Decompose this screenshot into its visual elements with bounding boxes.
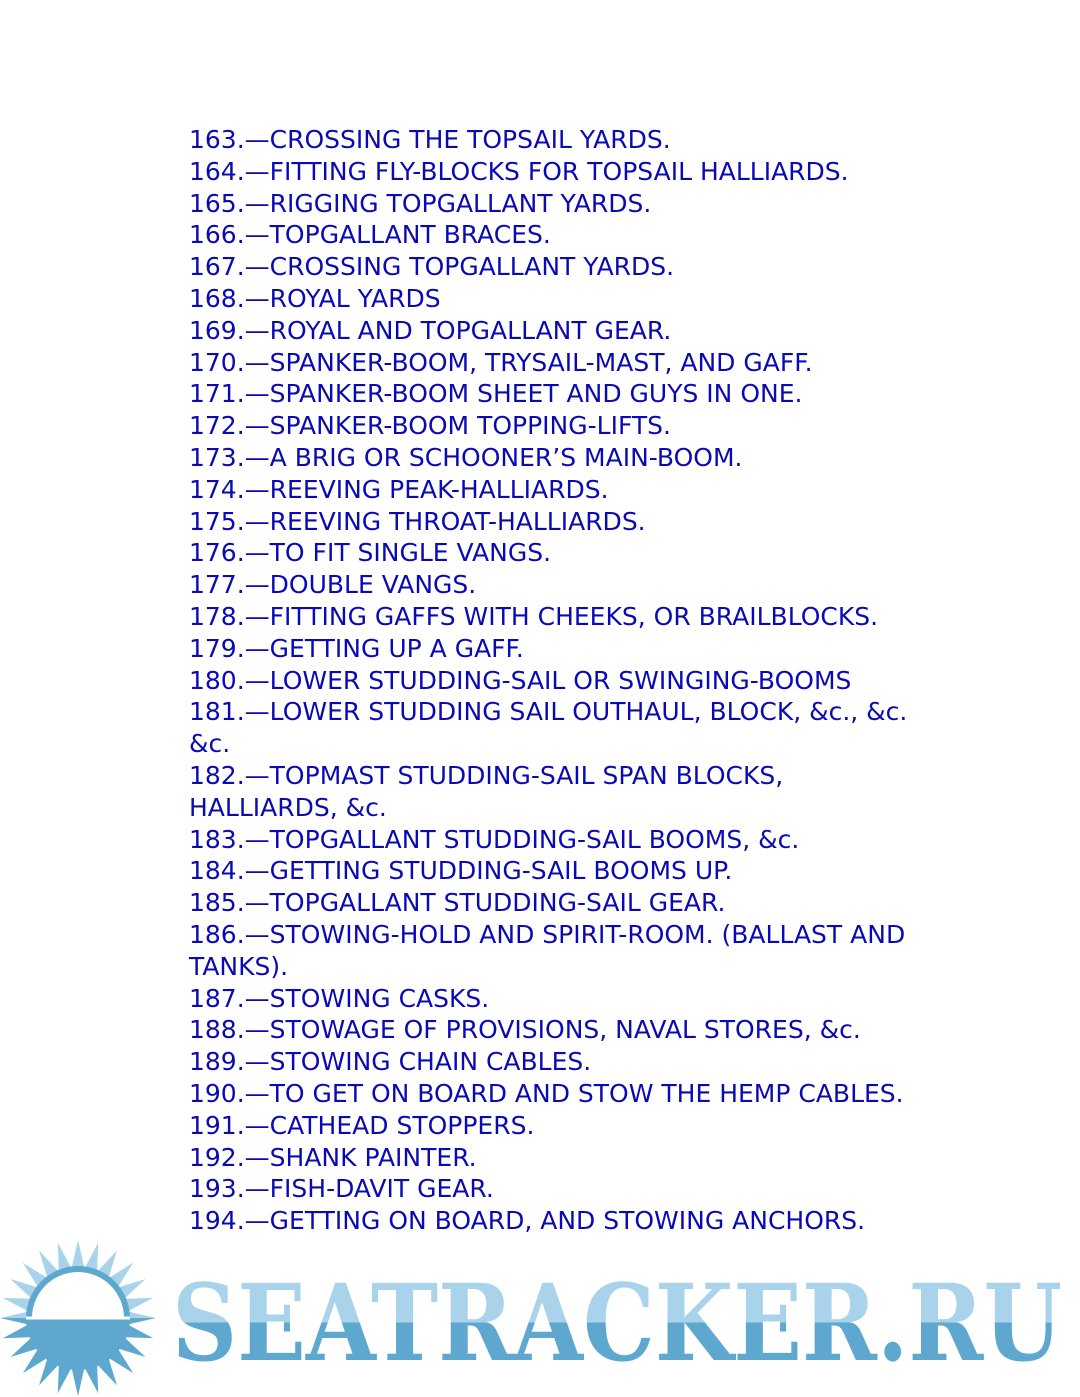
toc-item[interactable] (189, 983, 929, 1015)
sun-logo-icon (0, 1240, 156, 1396)
toc-item[interactable] (189, 1110, 929, 1142)
toc-link[interactable]: 180.—LOWER STUDDING-SAIL OR SWINGING-BOOMS (189, 665, 852, 695)
toc-item[interactable] (189, 1205, 929, 1237)
toc-link[interactable]: 175.—REEVING THROAT-HALLIARDS. (189, 506, 646, 536)
table-of-contents (189, 124, 929, 1237)
toc-link[interactable]: 178.—FITTING GAFFS WITH CHEEKS, OR BRAILBLOCKS. (189, 601, 879, 631)
toc-link[interactable]: 179.—GETTING UP A GAFF. (189, 633, 524, 663)
toc-link[interactable]: 166.—TOPGALLANT BRACES. (189, 220, 551, 250)
toc-item[interactable] (189, 569, 929, 601)
toc-item[interactable] (189, 378, 929, 410)
toc-item[interactable] (189, 219, 929, 251)
toc-item[interactable] (189, 315, 929, 347)
toc-item[interactable] (189, 1173, 929, 1205)
toc-link[interactable]: 185.—TOPGALLANT STUDDING-SAIL GEAR. (189, 888, 726, 918)
toc-item[interactable] (189, 1078, 929, 1110)
toc-item[interactable] (189, 601, 929, 633)
toc-link[interactable]: 190.—TO GET ON BOARD AND STOW THE HEMP CABLES. (189, 1078, 904, 1108)
toc-link[interactable]: 182.—TOPMAST STUDDING-SAIL SPAN BLOCKS, HALLIARDS, &c. (189, 760, 784, 822)
toc-link[interactable]: 176.—TO FIT SINGLE VANGS. (189, 538, 552, 568)
toc-link[interactable]: 167.—CROSSING TOPGALLANT YARDS. (189, 252, 675, 282)
toc-link[interactable]: 168.—ROYAL YARDS (189, 283, 441, 313)
toc-link[interactable]: 191.—CATHEAD STOPPERS. (189, 1110, 535, 1140)
toc-item[interactable] (189, 537, 929, 569)
toc-item[interactable] (189, 347, 929, 379)
toc-link[interactable]: 177.—DOUBLE VANGS. (189, 570, 477, 600)
seatracker-watermark (0, 1238, 1080, 1397)
toc-item[interactable] (189, 442, 929, 474)
toc-item[interactable] (189, 633, 929, 665)
toc-item[interactable] (189, 760, 929, 824)
toc-link[interactable]: 170.—SPANKER-BOOM, TRYSAIL-MAST, AND GAFF. (189, 347, 813, 377)
toc-item[interactable] (189, 1046, 929, 1078)
toc-link[interactable]: 171.—SPANKER-BOOM SHEET AND GUYS IN ONE. (189, 379, 803, 409)
toc-link[interactable]: 164.—FITTING FLY-BLOCKS FOR TOPSAIL HALLIARDS. (189, 156, 849, 186)
toc-item[interactable] (189, 156, 929, 188)
toc-link[interactable]: 174.—REEVING PEAK-HALLIARDS. (189, 474, 609, 504)
toc-link[interactable]: 173.—A BRIG OR SCHOONER’S MAIN-BOOM. (189, 442, 743, 472)
toc-item[interactable] (189, 124, 929, 156)
toc-link[interactable]: 188.—STOWAGE OF PROVISIONS, NAVAL STORES, &c. (189, 1015, 861, 1045)
toc-link[interactable]: 194.—GETTING ON BOARD, AND STOWING ANCHORS. (189, 1206, 866, 1236)
toc-link[interactable]: 186.—STOWING-HOLD AND SPIRIT-ROOM. (BALLAST AND TANKS). (189, 919, 906, 981)
toc-link[interactable]: 163.—CROSSING THE TOPSAIL YARDS. (189, 125, 671, 154)
toc-item[interactable] (189, 1142, 929, 1174)
toc-link[interactable]: 165.—RIGGING TOPGALLANT YARDS. (189, 188, 652, 218)
toc-link[interactable]: 184.—GETTING STUDDING-SAIL BOOMS UP. (189, 856, 733, 886)
toc-item[interactable] (189, 665, 929, 697)
toc-item[interactable] (189, 474, 929, 506)
toc-item[interactable] (189, 410, 929, 442)
toc-item[interactable] (189, 887, 929, 919)
toc-link[interactable]: 187.—STOWING CASKS. (189, 983, 490, 1013)
toc-link[interactable]: 172.—SPANKER-BOOM TOPPING-LIFTS. (189, 411, 671, 441)
toc-link[interactable]: 183.—TOPGALLANT STUDDING-SAIL BOOMS, &c. (189, 824, 800, 854)
toc-item[interactable] (189, 188, 929, 220)
toc-item[interactable] (189, 855, 929, 887)
toc-link[interactable]: 169.—ROYAL AND TOPGALLANT GEAR. (189, 315, 672, 345)
toc-link[interactable]: 192.—SHANK PAINTER. (189, 1142, 477, 1172)
watermark-text: SEATRACKER.RU (172, 1260, 1062, 1385)
toc-link[interactable]: 189.—STOWING CHAIN CABLES. (189, 1047, 592, 1077)
toc-item[interactable] (189, 824, 929, 856)
toc-link[interactable]: 193.—FISH-DAVIT GEAR. (189, 1174, 494, 1204)
toc-item[interactable] (189, 251, 929, 283)
toc-link[interactable]: 181.—LOWER STUDDING SAIL OUTHAUL, BLOCK, &c., &c. &c. (189, 697, 908, 759)
toc-item[interactable] (189, 919, 929, 983)
toc-item[interactable] (189, 1014, 929, 1046)
toc-item[interactable] (189, 283, 929, 315)
toc-item[interactable] (189, 696, 929, 760)
toc-item[interactable] (189, 506, 929, 538)
